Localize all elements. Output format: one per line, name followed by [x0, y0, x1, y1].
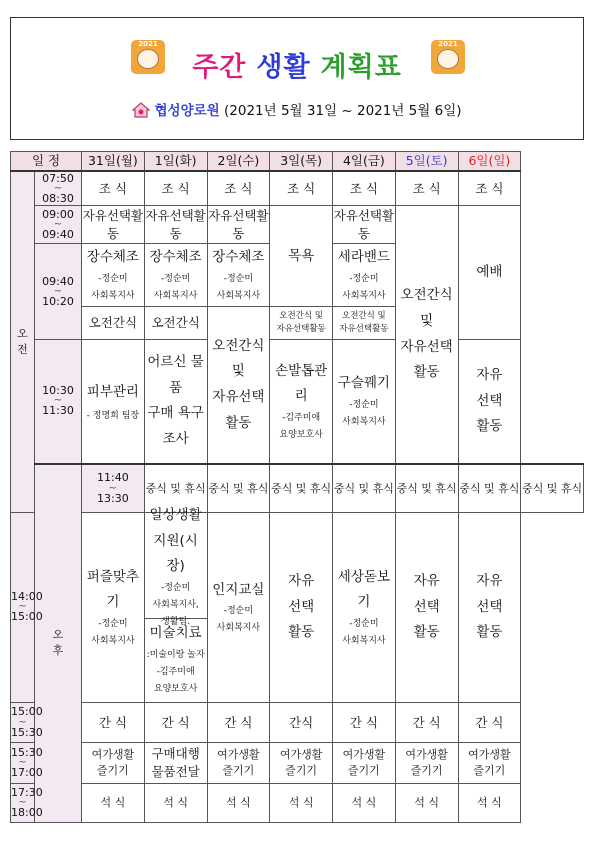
cell: 조 식 — [144, 171, 207, 205]
cell-free: 자유 선택 활동 — [395, 513, 458, 703]
cell: 조 식 — [458, 171, 521, 205]
subtitle — [11, 99, 583, 119]
org-name: 협성양로원 — [154, 103, 220, 119]
time-cell: 11:40 ~ 13:30 — [82, 464, 145, 513]
cell-free: 자유 선택 활동 — [458, 513, 521, 703]
time-cell: 07:50 ~ 08:30 — [35, 171, 82, 205]
cell: 석 식 — [82, 784, 145, 823]
cell-exercise: 장수체조 -정순미 사회복지사 — [144, 244, 207, 307]
cell-free: 자유 선택 활동 — [270, 513, 333, 703]
cell: 중식 및 휴식 — [144, 464, 207, 513]
header-box — [10, 17, 584, 140]
cell-goods: 어르신 물품 구매 욕구조사 — [144, 340, 207, 464]
ox-icon: 2021 — [131, 40, 165, 74]
table-row — [11, 513, 584, 703]
table-row — [11, 743, 584, 784]
cell: 간 식 — [82, 702, 145, 743]
cell: 자유선택활동 — [207, 206, 270, 244]
cell: 석 식 — [207, 784, 270, 823]
cell-theraband: 세라밴드 -정순미 사회복지사 — [333, 244, 396, 307]
cell: 조 식 — [207, 171, 270, 205]
table-header-row — [11, 152, 584, 172]
time-cell: 09:00 ~ 09:40 — [35, 206, 82, 244]
cell: 조 식 — [333, 171, 396, 205]
cell: 구매대행 물품전달 — [144, 743, 207, 784]
table-row — [11, 464, 584, 513]
ox-icon: 2021 — [431, 40, 465, 74]
period-am: 오 전 — [11, 171, 35, 512]
cell: 조 식 — [270, 171, 333, 205]
cell: 석 식 — [144, 784, 207, 823]
time-cell: 15:00 ~ 15:30 — [11, 702, 35, 743]
day-sun: 6일(일) — [458, 152, 521, 172]
cell: 석 식 — [270, 784, 333, 823]
cell: 오전간식 및 자유선택활동 — [270, 307, 333, 340]
cell: 자유선택활동 — [333, 206, 396, 244]
cell: 여가생활 즐기기 — [82, 743, 145, 784]
cell: 조 식 — [82, 171, 145, 205]
day-fri: 4일(금) — [333, 152, 396, 172]
table-row — [11, 702, 584, 743]
cell-cognition: 인지교실 -정순미 사회복지사 — [207, 513, 270, 703]
cell-skin: 피부관리 - 정명희 팀장 — [82, 340, 145, 464]
cell-bath: 목욕 — [270, 206, 333, 307]
cell: 간식 — [270, 702, 333, 743]
cell: 석 식 — [333, 784, 396, 823]
cell-exercise: 장수체조 -정순미 사회복지사 — [207, 244, 270, 307]
cell: 간 식 — [144, 702, 207, 743]
period-pm: 오 후 — [35, 464, 82, 823]
cell: 조 식 — [395, 171, 458, 205]
cell: 자유선택활동 — [144, 206, 207, 244]
cell-sat-am: 오전간식 및 자유선택 활동 — [395, 206, 458, 464]
cell: 석 식 — [458, 784, 521, 823]
cell: 여가생활 즐기기 — [270, 743, 333, 784]
day-mon: 31일(월) — [82, 152, 145, 172]
cell: 중식 및 휴식 — [521, 464, 584, 513]
time-cell: 09:40 ~ 10:20 — [35, 244, 82, 340]
table-row — [11, 340, 584, 464]
page-title: 주간 생활 계획표 — [192, 52, 402, 83]
cell: 여가생활 즐기기 — [458, 743, 521, 784]
time-cell: 10:30 ~ 11:30 — [35, 340, 82, 464]
day-thu: 3일(목) — [270, 152, 333, 172]
cell: 간 식 — [395, 702, 458, 743]
cell: 오전간식 — [82, 307, 145, 340]
cell-exercise: 장수체조 -정순미 사회복지사 — [82, 244, 145, 307]
table-row — [11, 784, 584, 823]
cell: 석 식 — [395, 784, 458, 823]
day-wed: 2일(수) — [207, 152, 270, 172]
cell: 간 식 — [458, 702, 521, 743]
cell: 자유선택활동 — [82, 206, 145, 244]
cell-free: 자유 선택 활동 — [458, 340, 521, 464]
cell: 여가생활 즐기기 — [207, 743, 270, 784]
house-icon — [132, 102, 150, 118]
cell: 여가생활 즐기기 — [333, 743, 396, 784]
cell-tue-pm: 일상생활 지원(시장) -정순미 사회복지사, 생활팀. 미술치료 :미술이랑 놀자 -김주미애 요양보호사 — [144, 513, 207, 703]
schedule-table — [10, 151, 584, 823]
cell: 오전간식 및 자유선택활동 — [333, 307, 396, 340]
day-sat: 5일(토) — [395, 152, 458, 172]
cell-wed-block: 오전간식 및 자유선택 활동 — [207, 307, 270, 464]
cell: 오전간식 — [144, 307, 207, 340]
time-cell: 14:00 ~ 15:00 — [11, 513, 35, 703]
cell: 여가생활 즐기기 — [395, 743, 458, 784]
period-text: (2021년 5월 31일 ~ 2021년 5월 6일) — [224, 103, 462, 119]
cell: 중식 및 휴식 — [270, 464, 333, 513]
time-cell: 15:30 ~ 17:00 — [11, 743, 35, 784]
cell-world: 세상돋보기 -정순미 사회복지사 — [333, 513, 396, 703]
cell: 간 식 — [333, 702, 396, 743]
cell: 중식 및 휴식 — [395, 464, 458, 513]
cell: 중식 및 휴식 — [458, 464, 521, 513]
col-label: 일 정 — [11, 152, 82, 172]
cell: 중식 및 휴식 — [333, 464, 396, 513]
cell-beads: 구슬꿰기 -정순미 사회복지사 — [333, 340, 396, 464]
cell: 간 식 — [207, 702, 270, 743]
cell-foot: 손발톱관리 -김주미애 요양보호사 — [270, 340, 333, 464]
table-row — [11, 206, 584, 244]
cell: 중식 및 휴식 — [207, 464, 270, 513]
cell-dance: 퍼즐맞추기 -정순미 사회복지사 — [82, 513, 145, 703]
time-cell: 17:30 ~ 18:00 — [11, 784, 35, 823]
cell-worship: 예배 — [458, 206, 521, 340]
table-row — [11, 171, 584, 205]
day-tue: 1일(화) — [144, 152, 207, 172]
